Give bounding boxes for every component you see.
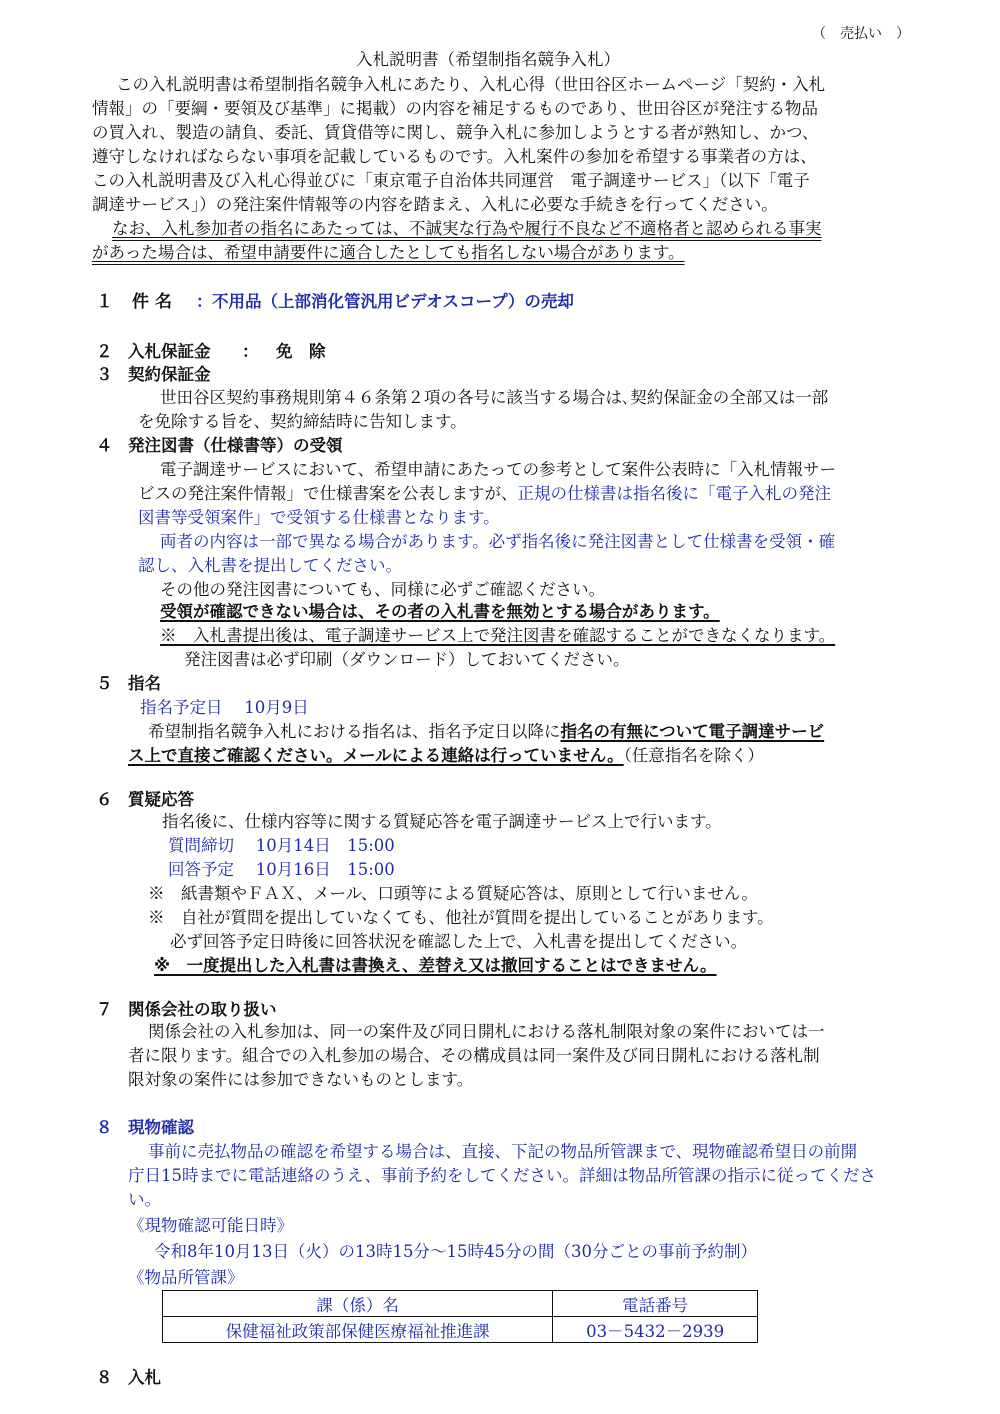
- s7-label: 関係会社の取り扱い: [128, 1000, 277, 1019]
- s7-line-1: 関係会社の入札参加は、同一の案件及び同日開札における落札制限対象の案件においては一: [148, 1022, 825, 1041]
- s4-line-4: 両者の内容は一部で異なる場合があります。必ず指名後に発注図書として仕様書を受領・確: [160, 532, 836, 551]
- s4-line-2a: ビスの発注案件情報」で仕様書案を公表しますが、: [138, 484, 518, 503]
- s2-separator: ：: [242, 342, 259, 361]
- s1-separator: ：: [196, 292, 213, 311]
- intro-note-line-1: なお、入札参加者の指名にあたっては、不誠実な行為や履行不良など不適格者と認められる事実: [112, 219, 822, 238]
- s4-line-2: [138, 482, 831, 506]
- s1-number: １: [96, 292, 113, 312]
- s8-line-2: 庁日15時までに電話連絡のうえ、事前予約をしてください。詳細は物品所管課の指示に従ってくださ: [128, 1166, 876, 1185]
- s3-label: 契約保証金: [128, 365, 211, 384]
- s4-number: ４: [96, 436, 113, 455]
- department-name: 保健福祉政策部保健医療福祉推進課: [163, 1317, 553, 1343]
- s4-line-3: 図書等受領案件」で受領する仕様書となります。: [138, 508, 500, 527]
- s8-line-1: 事前に売払物品の確認を希望する場合は、直接、下記の物品所管課まで、現物確認希望日の前開: [148, 1142, 858, 1161]
- s4-line-6: その他の発注図書についても、同様に必ずご確認ください。: [160, 580, 606, 599]
- intro-note-line-2: があった場合は、希望申請要件に適合したとしても指名しない場合があります。: [92, 243, 685, 262]
- nomination-date: 指名予定日 10月9日: [140, 698, 309, 717]
- dept-heading: 《物品所管課》: [128, 1268, 244, 1287]
- column-header-dept: 課（係）名: [163, 1291, 553, 1317]
- intro-line-2: 情報」の「要綱・要領及び基準」に掲載）の内容を補足するものであり、世田谷区が発注する物品: [92, 99, 818, 118]
- s7-line-3: 限対象の案件には参加できないものとします。: [128, 1070, 474, 1089]
- s9-label: 入札: [128, 1368, 161, 1387]
- s6-note-1: ※ 紙書類やＦＡＸ、メール、口頭等による質疑応答は、原則として行いません。: [148, 884, 758, 903]
- intro-line-1: この入札説明書は希望制指名競争入札にあたり、入札心得（世田谷区ホームページ「契約・入札: [116, 75, 826, 94]
- datetime-heading: 《現物確認可能日時》: [128, 1216, 293, 1235]
- s9-number: ８: [96, 1368, 113, 1387]
- s8-number: ８: [96, 1118, 113, 1137]
- s5-label: 指名: [128, 674, 161, 693]
- s6-note-2: ※ 自社が質問を提出していなくても、他社が質問を提出していることがあります。: [148, 908, 774, 927]
- s2-number: ２: [96, 342, 113, 361]
- sale-tag: （ 売払い ）: [812, 26, 910, 42]
- page-title: 入札説明書（希望制指名競争入札）: [356, 50, 620, 69]
- s1-label: 件名: [132, 292, 178, 312]
- s5-line-1b: 指名の有無について電子調達サービ: [560, 722, 825, 741]
- s8-label: 現物確認: [128, 1118, 194, 1137]
- table-header-row: [163, 1291, 758, 1317]
- s4-line-9: 発注図書は必ず印刷（ダウンロード）しておいてください。: [184, 650, 630, 669]
- intro-line-3: の買入れ、製造の請負、委託、賃貸借等に関し、競争入札に参加しようとする者が熟知し、かつ、: [92, 123, 819, 142]
- s4-line-2b: 正規の仕様書は指名後に「電子入札の発注: [517, 484, 831, 503]
- table-row: [163, 1317, 758, 1343]
- s4-line-1: 電子調達サービスにおいて、希望申請にあたっての参考として案件公表時に「入札情報サー: [160, 460, 837, 479]
- s7-number: ７: [96, 1000, 113, 1019]
- s7-line-2: 者に限ります。組合での入札参加の場合、その構成員は同一案件及び同日開札における落札制: [128, 1046, 820, 1065]
- s4-warning: 受領が確認できない場合は、その者の入札書を無効とする場合があります。: [160, 602, 720, 621]
- s6-line-1: 指名後に、仕様内容等に関する質疑応答を電子調達サービス上で行います。: [162, 812, 722, 831]
- s6-number: ６: [96, 790, 113, 809]
- s4-note: ※ 入札書提出後は、電子調達サービス上で発注図書を確認することができなくなります。: [160, 626, 836, 645]
- column-header-phone: 電話番号: [553, 1291, 758, 1317]
- s5-line-1: [148, 720, 824, 744]
- question-deadline: 質問締切 10月14日 15:00: [168, 836, 395, 855]
- s5-line-2a: ス上で直接ご確認ください。メールによる連絡は行っていません。: [128, 746, 624, 765]
- s5-line-1a: 希望制指名競争入札における指名は、指名予定日以降に: [148, 722, 561, 741]
- s6-note-4: ※ 一度提出した入札書は書換え、差替え又は撤回することはできません。: [154, 956, 717, 975]
- s5-line-2b: （任意指名を除く）: [623, 746, 764, 765]
- s2-label: 入札保証金: [128, 342, 211, 361]
- department-table: [162, 1290, 758, 1343]
- s8-line-3: い。: [128, 1190, 161, 1209]
- s3-line-1: 世田谷区契約事務規則第４６条第２項の各号に該当する場合は､契約保証金の全部又は一部: [160, 388, 829, 407]
- inspection-datetime: 令和8年10月13日（火）の13時15分～15時45分の間（30分ごとの事前予約制）: [154, 1242, 757, 1261]
- s2-value: 免 除: [276, 342, 326, 361]
- s6-note-3: 必ず回答予定日時後に回答状況を確認した上で、入札書を提出してください。: [170, 932, 748, 951]
- answer-date: 回答予定 10月16日 15:00: [168, 860, 395, 879]
- s4-line-5: 認し、入札書を提出してください。: [138, 556, 402, 575]
- intro-line-6: 調達サービス」）の発注案件情報等の内容を踏まえ、入札に必要な手続きを行ってください。: [92, 195, 778, 214]
- s5-number: ５: [96, 674, 113, 693]
- s4-label: 発注図書（仕様書等）の受領: [128, 436, 343, 455]
- item-title: 不用品（上部消化管汎用ビデオスコープ）の売却: [212, 292, 574, 311]
- s3-line-2: を免除する旨を、契約締結時に告知します。: [138, 412, 467, 431]
- s5-line-2: [128, 744, 764, 768]
- intro-line-5: この入札説明書及び入札心得並びに「東京電子自治体共同運営 電子調達サービス」（以下「電子: [92, 171, 810, 190]
- intro-line-4: 遵守しなければならない事項を記載しているものです。入札案件の参加を希望する事業者の方は、: [92, 147, 817, 166]
- s3-number: ３: [96, 365, 113, 384]
- s6-label: 質疑応答: [128, 790, 194, 809]
- phone-number: 03－5432－2939: [553, 1317, 758, 1343]
